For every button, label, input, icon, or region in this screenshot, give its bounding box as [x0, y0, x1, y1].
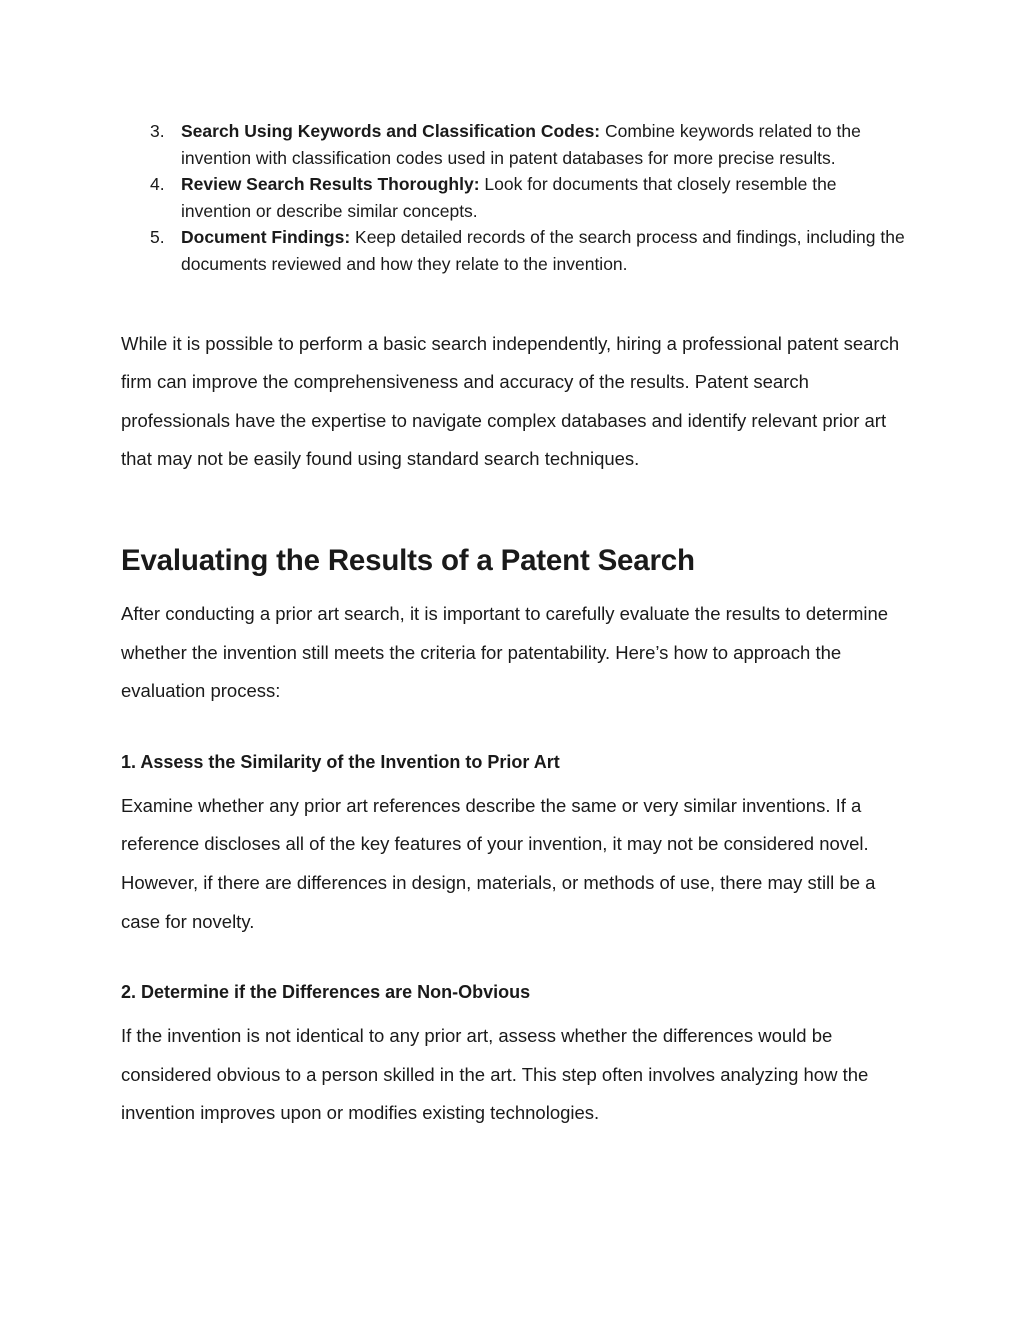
list-item	[121, 118, 911, 171]
list-item-number: 5.	[150, 227, 165, 248]
page-content	[121, 118, 911, 1133]
list-item-title: Review Search Results Thoroughly:	[181, 174, 480, 195]
section-paragraph: After conducting a prior art search, it is important to carefully evaluate the results to determine whether the invention still meets the criteria for patentability. Here’s how to approach the evaluation process:	[121, 602, 889, 702]
subsection-paragraph: If the invention is not identical to any prior art, assess whether the differences would be considered obvious to a person skilled in the art. This step often involves analyzing how the invention improves upon or modifies existing technologies.	[121, 1025, 869, 1124]
subsection-heading: 1. Assess the Similarity of the Invention to Prior Art	[121, 751, 560, 772]
section-heading: Evaluating the Results of a Patent Search	[121, 543, 695, 577]
list-item-number: 3.	[150, 121, 165, 141]
list-item-title: Search Using Keywords and Classification Codes:	[181, 121, 601, 141]
list-item-number: 4.	[150, 174, 165, 195]
subsection-heading: 2. Determine if the Differences are Non-Obvious	[121, 982, 531, 1003]
list-item-text: Combine keywords related to the invention with classification codes used in patent databases for more precise results.	[181, 121, 861, 168]
subsection-paragraph: Examine whether any prior art references describe the same or very similar inventions. If a reference discloses all of the key features of your invention, it may not be considered novel. However, if there are differences in design, materials, or methods of use, there may still be a case for novelty.	[121, 794, 876, 932]
list-item-text: Keep detailed records of the search process and findings, including the documents reviewed and how they relate to the invention.	[181, 227, 905, 274]
intro-paragraph: While it is possible to perform a basic search independently, hiring a professional patent search firm can improve the comprehensiveness and accuracy of the results. Patent search professionals have the expertise to navigate complex databases and identify relevant prior art that may not be easily found using standard search techniques.	[121, 332, 900, 470]
list-item	[121, 224, 911, 277]
list-item	[121, 171, 911, 224]
list-item-title: Document Findings:	[181, 227, 351, 248]
list-item-text: Look for documents that closely resemble the invention or describe similar concepts.	[181, 174, 837, 221]
search-steps-list	[121, 118, 911, 278]
